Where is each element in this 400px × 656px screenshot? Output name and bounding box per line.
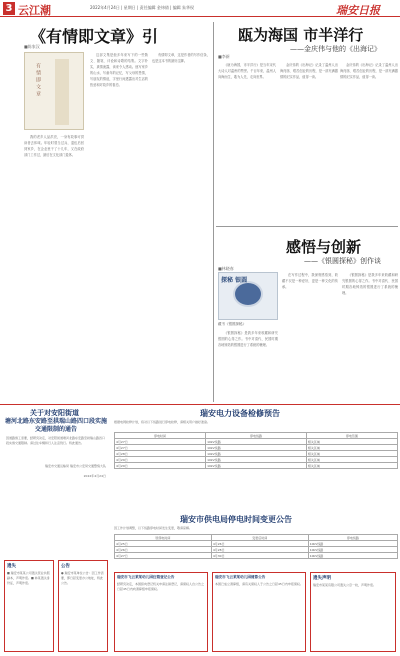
table-cell: 相关区域 bbox=[306, 457, 397, 463]
table-cell: 10kV线路 bbox=[206, 463, 307, 469]
table-header: 停电时间 bbox=[115, 433, 206, 439]
section-title: 云江潮 bbox=[18, 4, 51, 17]
book-cover-stripe bbox=[55, 59, 69, 125]
small-ad-text: 本园已成立清算组，请有关债权人于公告之日起45日内申报债权。 bbox=[215, 582, 303, 586]
article1-title: 《有情即文章》引 bbox=[30, 27, 159, 46]
article3-text-col2: 在写作过程中，我深刻感悟到，收藏不仅是一种爱好，更是一种文化的传承。 bbox=[282, 273, 338, 289]
table-cell: 4月30日 bbox=[211, 553, 308, 559]
small-ad-text: 经研究决定，本园拟向登记机关申请注销登记，请债权人自公告之日起45日内向清算组申报债权。 bbox=[117, 582, 205, 591]
article1-text-col2: 这部文集是他多年来写下的一些散文、随笔、评论和诗歌的结集。文字朴实，真情流露，读来令人感动。他写家乡的山水，写童年的记忆，写父母的恩情，写朋友的情谊，字里行间透露出对生活的热爱和对故乡的眷恋。 bbox=[90, 53, 148, 87]
small-ad-box bbox=[310, 572, 396, 652]
table-row bbox=[115, 463, 398, 469]
small-ad-box bbox=[114, 572, 208, 652]
table-cell: 10kV线路 bbox=[308, 547, 397, 553]
bottom-section-rule bbox=[0, 404, 400, 405]
article1-text-col1: 我的老乡人品洪亮，一身有故事可供读者去体味。年轻时曾当过兵，退伍后回到家乡，在企业里干了十几年，又在政府部门工作过，最后在文化部门退休。 bbox=[24, 135, 84, 157]
image-caption: 藏书《银圆探秘》 bbox=[218, 322, 246, 326]
notice-left-text: 因道路施工需要，经研究决定，对安阳街道塘河北路东安路至拱瑞山路四口段实施交通限制。请过往车辆和行人注意绕行。特此通告。 bbox=[6, 436, 106, 445]
table-header: 原停电时间 bbox=[115, 535, 212, 541]
small-ad-text: ■ 瑞安市某某公司遗失营业执照副本，声明作废。■ 林某遗失身份证，声明作废。 bbox=[7, 571, 50, 585]
article2-byline: ■李新 bbox=[218, 54, 230, 59]
table-cell: 10kV线路 bbox=[206, 439, 307, 445]
book-cover-image bbox=[218, 272, 278, 320]
section-divider bbox=[216, 226, 398, 227]
table-row bbox=[115, 553, 398, 559]
article2-text-col3: 金庆伟的《出海记》记录了温州人出海闯荡、艰苦创业的历程，是一部充满激情的纪实作品，值得一读。 bbox=[340, 63, 398, 79]
article3-title: 感悟与创新 bbox=[286, 238, 362, 256]
small-ad-title: 瑞安市飞云某某幼儿园清算公告 bbox=[215, 575, 266, 579]
article2-title: 瓯为海国 市半洋行 bbox=[238, 26, 364, 44]
book-cover-image bbox=[24, 52, 84, 130]
article2-text-col2: 金庆伟的《出海记》记录了温州人出海闯荡、艰苦创业的历程，是一部充满激情的纪实作品，值得一读。 bbox=[280, 63, 338, 79]
table-header: 停电线路 bbox=[308, 535, 397, 541]
article1-text-col3: 有情即文章，这是作者的写作信条，也是这本书的最好注脚。 bbox=[152, 53, 210, 63]
power-notice-table bbox=[114, 432, 398, 469]
table-cell: 相关区域 bbox=[306, 445, 397, 451]
header-meta: 2022年4月24日 | 星期日 | 责任编辑 金炜倩 | 编辑 朱华权 bbox=[90, 5, 195, 10]
coin-image bbox=[233, 281, 263, 307]
notice-left-date: 2022年4月24日 bbox=[83, 474, 106, 478]
table-header: 停电线路 bbox=[206, 433, 307, 439]
table-cell: 4月28日 bbox=[211, 547, 308, 553]
table-cell: 4月28日 bbox=[115, 451, 206, 457]
table-cell: 10kV线路 bbox=[308, 541, 397, 547]
article2-subtitle: ——金庆伟与他的《出海记》 bbox=[290, 45, 381, 53]
small-ad-text: ● 瑞安市某单位公告：因工作需要，即日起变更办公地址，特此公告。 bbox=[61, 571, 104, 585]
small-ad-title: 遗失声明 bbox=[313, 576, 331, 581]
table-cell: 4月29日 bbox=[115, 463, 206, 469]
small-ad-title: 公告 bbox=[61, 564, 70, 569]
book-cover-title: 有情即文章 bbox=[35, 63, 41, 98]
table-cell: 10kV线路 bbox=[206, 457, 307, 463]
notice-left-title: 关于对安阳街道 bbox=[30, 408, 79, 417]
table-cell: 相关区域 bbox=[306, 439, 397, 445]
power-notice-title: 瑞安电力设备检修预告 bbox=[200, 408, 280, 418]
article3-text-col1: 《银圆探秘》是我多年来收藏和研究银圆的心得之作。书中对清代、民国时期各地铸造的银圆进行了系统的梳理。 bbox=[218, 331, 278, 347]
newspaper-logo: 瑞安日报 bbox=[336, 4, 380, 17]
notice-left-title2: 塘河北路东安路至拱瑞山路四口段实施交通限制的通告 bbox=[4, 418, 107, 433]
table-cell: 4月26日 bbox=[211, 541, 308, 547]
power-notice-text: 根据电网检修计划，将对以下线路进行停电检修，请相关用户做好准备。 bbox=[114, 420, 211, 424]
notice-left-sign: 瑞安市交通运输局 瑞安市公安局交通警察大队 bbox=[45, 464, 106, 468]
table-cell: 10kV线路 bbox=[308, 553, 397, 559]
small-ad-text: 瑞安市某某有限公司遗失公章一枚，声明作废。 bbox=[313, 583, 377, 587]
table-cell: 相关区域 bbox=[306, 463, 397, 469]
small-ad-box bbox=[58, 560, 108, 652]
book-cover-title: 探秘 银圆 bbox=[221, 277, 248, 284]
table-cell: 10kV线路 bbox=[206, 445, 307, 451]
small-ad-box bbox=[4, 560, 54, 652]
table-cell: 4月29日 bbox=[115, 457, 206, 463]
table-cell: 4月26日 bbox=[115, 547, 212, 553]
small-ad-title: 遗失 bbox=[7, 564, 16, 569]
table-cell: 4月27日 bbox=[115, 439, 206, 445]
table-cell: 4月27日 bbox=[115, 553, 212, 559]
table-header: 变更后时间 bbox=[211, 535, 308, 541]
article2-text-col1: 《瓯为海国，市半洋行》是当年宋代大诗人对温州的赞誉。千百年来，温州人向海而生，敢为人先，走向世界。 bbox=[218, 63, 276, 79]
table-cell: 4月27日 bbox=[115, 445, 206, 451]
column-divider bbox=[213, 22, 214, 402]
table-cell: 10kV线路 bbox=[206, 451, 307, 457]
article3-text-col3: 《银圆探秘》是我多年来收藏和研究银圆的心得之作。书中对清代、民国时期各地铸造的银圆进行了系统的梳理。 bbox=[342, 273, 398, 295]
change-notice-text: 因工作计划调整，以下线路停电时间发生变更，敬请谅解。 bbox=[114, 526, 193, 530]
change-notice-table bbox=[114, 534, 398, 559]
page-number: 3 bbox=[3, 2, 15, 15]
small-ad-box bbox=[212, 572, 306, 652]
change-notice-title: 瑞安市供电局停电时间变更公告 bbox=[180, 514, 292, 524]
article3-byline: ■林晓春 bbox=[218, 266, 234, 271]
table-cell: 4月25日 bbox=[115, 541, 212, 547]
table-cell: 相关区域 bbox=[306, 451, 397, 457]
table-header: 停电范围 bbox=[306, 433, 397, 439]
article1-byline: ■陈家汉 bbox=[24, 44, 40, 49]
small-ad-title: 瑞安市飞云某某幼儿园注销登记公告 bbox=[117, 575, 175, 579]
article3-subtitle: ——《银圆探秘》创作谈 bbox=[304, 257, 381, 265]
